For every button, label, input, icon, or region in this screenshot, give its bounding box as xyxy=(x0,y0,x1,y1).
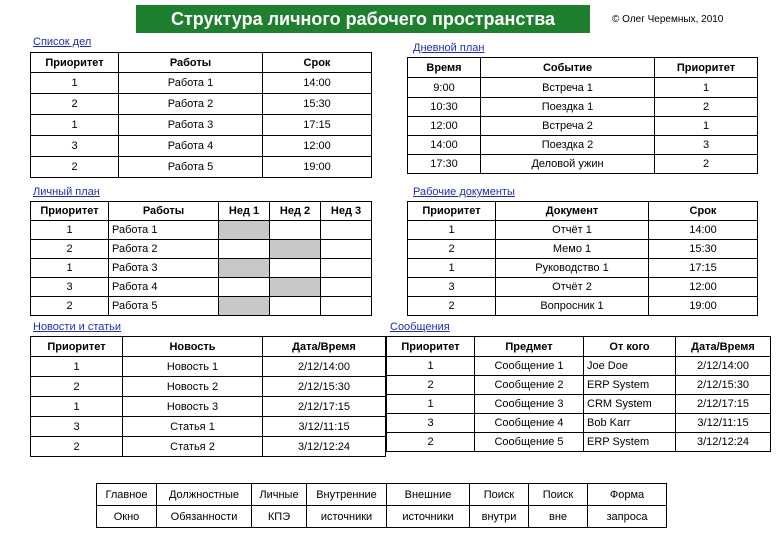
nav-personal-kpi[interactable]: КПЭ xyxy=(252,506,307,528)
table-cell: Новость 3 xyxy=(123,397,263,417)
week-cell[interactable] xyxy=(321,221,372,240)
nav-duties[interactable]: Обязанности xyxy=(157,506,252,528)
week-cell[interactable] xyxy=(270,221,321,240)
table-cell: 1 xyxy=(31,115,119,136)
table-cell: 2 xyxy=(31,297,109,316)
todo-section-link[interactable]: Список дел xyxy=(33,36,92,48)
table-cell: 1 xyxy=(31,221,109,240)
table-row[interactable] xyxy=(31,357,386,377)
table-cell: 1 xyxy=(655,117,758,136)
nav-request-form[interactable]: Форма xyxy=(588,484,667,506)
table-cell: Работа 3 xyxy=(119,115,263,136)
table-cell: 14:00 xyxy=(408,136,481,155)
copyright: © Олег Черемных, 2010 xyxy=(612,14,724,25)
week-cell[interactable] xyxy=(321,240,372,259)
table-cell: Вопросник 1 xyxy=(496,297,649,316)
table-cell: Поездка 2 xyxy=(481,136,655,155)
personal-plan-table xyxy=(30,201,372,316)
table-cell: 15:30 xyxy=(649,240,758,259)
personal-section-link[interactable]: Личный план xyxy=(33,186,100,198)
bottom-navigation xyxy=(96,483,667,528)
header-cell: Срок xyxy=(263,53,372,73)
table-cell: Работа 2 xyxy=(109,240,219,259)
table-cell: 1 xyxy=(655,78,758,98)
table-cell: 2 xyxy=(31,377,123,397)
week-cell[interactable] xyxy=(270,297,321,316)
table-row[interactable] xyxy=(408,297,758,316)
table-cell: 3/12/11:15 xyxy=(263,417,386,437)
table-cell: Деловой ужин xyxy=(481,155,655,174)
table-row[interactable] xyxy=(408,155,758,174)
table-cell: 2/12/14:00 xyxy=(676,357,771,376)
table-cell: Работа 5 xyxy=(109,297,219,316)
table-cell: 1 xyxy=(387,357,475,376)
header-cell: Новость xyxy=(123,337,263,357)
header-cell: Приоритет xyxy=(408,202,496,221)
table-row[interactable] xyxy=(408,78,758,98)
table-cell: 12:00 xyxy=(408,117,481,136)
table-cell: 1 xyxy=(31,397,123,417)
week-cell[interactable] xyxy=(321,297,372,316)
header-cell: Приоритет xyxy=(31,337,123,357)
week-cell[interactable] xyxy=(219,259,270,278)
table-cell: 1 xyxy=(387,395,475,414)
table-cell: Отчёт 2 xyxy=(496,278,649,297)
table-cell: Joe Doe xyxy=(584,357,676,376)
header-cell: Работы xyxy=(119,53,263,73)
header-cell: Приоритет xyxy=(387,337,475,357)
table-cell: Статья 2 xyxy=(123,437,263,457)
table-cell: Работа 5 xyxy=(119,157,263,178)
table-cell: 14:00 xyxy=(649,221,758,240)
week-cell[interactable] xyxy=(321,278,372,297)
header-cell: Нед 2 xyxy=(270,202,321,221)
nav-request-form[interactable]: запроса xyxy=(588,506,667,528)
header-cell: Приоритет xyxy=(31,202,109,221)
table-cell: 3/12/12:24 xyxy=(676,433,771,452)
table-row[interactable] xyxy=(31,397,386,417)
table-row[interactable] xyxy=(31,377,386,397)
table-cell: Работа 2 xyxy=(119,94,263,115)
table-row[interactable] xyxy=(387,414,771,433)
header-cell: Приоритет xyxy=(31,53,119,73)
table-row[interactable] xyxy=(31,115,372,136)
table-cell: 17:15 xyxy=(649,259,758,278)
nav-duties[interactable]: Должностные xyxy=(157,484,252,506)
nav-search-inside[interactable]: Поиск xyxy=(470,484,529,506)
table-row[interactable] xyxy=(31,157,372,178)
week-cell[interactable] xyxy=(219,278,270,297)
table-row[interactable] xyxy=(387,357,771,376)
table-cell: 9:00 xyxy=(408,78,481,98)
header-cell: Приоритет xyxy=(655,58,758,78)
table-cell: Мемо 1 xyxy=(496,240,649,259)
news-table xyxy=(30,336,386,457)
header-cell: Документ xyxy=(496,202,649,221)
header-cell: Дата/Время xyxy=(676,337,771,357)
nav-main-window[interactable]: Главное xyxy=(97,484,157,506)
table-row[interactable] xyxy=(31,221,372,240)
table-row[interactable] xyxy=(31,278,372,297)
table-row[interactable] xyxy=(31,73,372,94)
nav-internal-sources[interactable]: источники xyxy=(307,506,387,528)
header-cell: Предмет xyxy=(475,337,584,357)
table-row[interactable] xyxy=(408,117,758,136)
table-row[interactable] xyxy=(31,259,372,278)
table-cell: 1 xyxy=(408,259,496,278)
daily-plan-table xyxy=(407,57,758,174)
week-cell[interactable] xyxy=(270,240,321,259)
news-section-link[interactable]: Новости и статьи xyxy=(33,321,122,333)
nav-search-outside[interactable]: вне xyxy=(529,506,588,528)
table-cell: ERP System xyxy=(584,433,676,452)
table-row[interactable] xyxy=(31,240,372,259)
table-cell: 2 xyxy=(31,240,109,259)
nav-main-window[interactable]: Окно xyxy=(97,506,157,528)
table-cell: ERP System xyxy=(584,376,676,395)
header-cell: Дата/Время xyxy=(263,337,386,357)
table-cell: 1 xyxy=(408,221,496,240)
table-cell: 2/12/15:30 xyxy=(263,377,386,397)
nav-external-sources[interactable]: Внешние xyxy=(387,484,470,506)
table-cell: Руководство 1 xyxy=(496,259,649,278)
table-cell: 19:00 xyxy=(263,157,372,178)
header-cell: Работы xyxy=(109,202,219,221)
table-row[interactable] xyxy=(31,437,386,457)
week-cell[interactable] xyxy=(219,221,270,240)
nav-internal-sources[interactable]: Внутренние xyxy=(307,484,387,506)
table-cell: Работа 3 xyxy=(109,259,219,278)
documents-table xyxy=(407,201,758,316)
week-cell[interactable] xyxy=(219,297,270,316)
table-cell: 2/12/17:15 xyxy=(676,395,771,414)
header-cell: Время xyxy=(408,58,481,78)
week-cell[interactable] xyxy=(270,259,321,278)
table-cell: 12:00 xyxy=(649,278,758,297)
table-cell: Поездка 1 xyxy=(481,98,655,117)
header-cell: Нед 1 xyxy=(219,202,270,221)
table-row[interactable] xyxy=(408,278,758,297)
table-cell: 17:15 xyxy=(263,115,372,136)
table-cell: 1 xyxy=(31,73,119,94)
table-row[interactable] xyxy=(387,395,771,414)
table-row[interactable] xyxy=(408,136,758,155)
table-cell: Встреча 2 xyxy=(481,117,655,136)
header-cell: Событие xyxy=(481,58,655,78)
table-cell: 2 xyxy=(31,437,123,457)
table-cell: Сообщение 2 xyxy=(475,376,584,395)
table-cell: 3 xyxy=(31,278,109,297)
table-cell: Сообщение 3 xyxy=(475,395,584,414)
table-cell: Новость 1 xyxy=(123,357,263,377)
table-cell: 3 xyxy=(31,136,119,157)
table-cell: Bob Karr xyxy=(584,414,676,433)
messages-section-link[interactable]: Сообщения xyxy=(390,321,450,333)
table-cell: Работа 4 xyxy=(119,136,263,157)
table-cell: 1 xyxy=(31,357,123,377)
header-cell: Срок xyxy=(649,202,758,221)
table-cell: CRM System xyxy=(584,395,676,414)
week-cell[interactable] xyxy=(270,278,321,297)
table-cell: 3/12/11:15 xyxy=(676,414,771,433)
table-row[interactable] xyxy=(31,136,372,157)
nav-search-outside[interactable]: Поиск xyxy=(529,484,588,506)
table-cell: 2 xyxy=(387,433,475,452)
nav-search-inside[interactable]: внутри xyxy=(470,506,529,528)
nav-personal-kpi[interactable]: Личные xyxy=(252,484,307,506)
nav-external-sources[interactable]: источники xyxy=(387,506,470,528)
table-cell: Новость 2 xyxy=(123,377,263,397)
messages-table xyxy=(386,336,771,452)
table-row[interactable] xyxy=(31,94,372,115)
table-cell: 2 xyxy=(31,157,119,178)
table-cell: 2/12/17:15 xyxy=(263,397,386,417)
table-cell: Работа 1 xyxy=(109,221,219,240)
table-cell: Работа 4 xyxy=(109,278,219,297)
week-cell[interactable] xyxy=(321,259,372,278)
table-row[interactable] xyxy=(387,433,771,452)
table-cell: 15:30 xyxy=(263,94,372,115)
table-row[interactable] xyxy=(408,98,758,117)
table-cell: 2 xyxy=(408,297,496,316)
table-cell: Сообщение 4 xyxy=(475,414,584,433)
table-row[interactable] xyxy=(387,376,771,395)
table-cell: 2 xyxy=(655,155,758,174)
table-cell: 2 xyxy=(408,240,496,259)
table-row[interactable] xyxy=(408,221,758,240)
table-cell: 3 xyxy=(31,417,123,437)
daily-section-link[interactable]: Дневной план xyxy=(413,42,485,54)
table-row[interactable] xyxy=(408,259,758,278)
table-cell: 3 xyxy=(387,414,475,433)
table-cell: 3 xyxy=(655,136,758,155)
page-title: Структура личного рабочего пространства xyxy=(136,5,590,33)
table-cell: 2 xyxy=(387,376,475,395)
table-cell: Работа 1 xyxy=(119,73,263,94)
table-cell: Сообщение 1 xyxy=(475,357,584,376)
table-cell: 2/12/14:00 xyxy=(263,357,386,377)
table-cell: 12:00 xyxy=(263,136,372,157)
table-row[interactable] xyxy=(31,417,386,437)
table-cell: Отчёт 1 xyxy=(496,221,649,240)
table-cell: 10:30 xyxy=(408,98,481,117)
table-cell: Сообщение 5 xyxy=(475,433,584,452)
table-cell: 19:00 xyxy=(649,297,758,316)
header-cell: Нед 3 xyxy=(321,202,372,221)
table-row[interactable] xyxy=(31,297,372,316)
table-cell: 14:00 xyxy=(263,73,372,94)
table-cell: 2/12/15:30 xyxy=(676,376,771,395)
table-cell: 3/12/12:24 xyxy=(263,437,386,457)
week-cell[interactable] xyxy=(219,240,270,259)
table-cell: 2 xyxy=(31,94,119,115)
table-cell: 3 xyxy=(408,278,496,297)
todo-table xyxy=(30,52,372,178)
table-cell: 1 xyxy=(31,259,109,278)
table-cell: 2 xyxy=(655,98,758,117)
table-cell: 17:30 xyxy=(408,155,481,174)
table-cell: Статья 1 xyxy=(123,417,263,437)
header-cell: От кого xyxy=(584,337,676,357)
table-row[interactable] xyxy=(408,240,758,259)
table-cell: Встреча 1 xyxy=(481,78,655,98)
docs-section-link[interactable]: Рабочие документы xyxy=(413,186,515,198)
